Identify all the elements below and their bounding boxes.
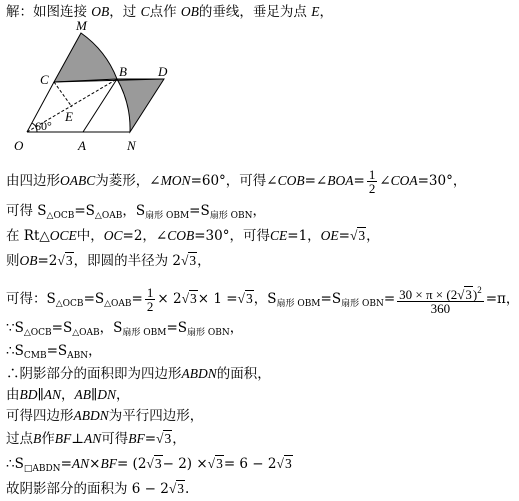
radicand: 3: [245, 291, 253, 306]
text: ，: [252, 203, 266, 219]
subscript: △OCB: [55, 299, 84, 309]
text: =S: [46, 343, 68, 359]
var-OC: OC: [103, 228, 123, 243]
text: =S: [83, 291, 105, 307]
text: .: [185, 481, 190, 497]
var-AN: AN: [43, 387, 62, 402]
radicand: 3: [189, 253, 197, 268]
text: = 6 − 2: [223, 456, 277, 472]
var-COB: COB: [167, 228, 195, 243]
text: ∴S: [6, 456, 24, 472]
radicand: 3: [154, 456, 162, 471]
label-N: N: [127, 138, 136, 153]
var-OB: OB: [19, 253, 38, 268]
angle-label: 60°: [35, 119, 52, 133]
numerator-text: ): [472, 287, 478, 302]
line-12: [6, 455, 293, 478]
text: = (2: [116, 456, 147, 472]
superscript: 2: [477, 285, 482, 295]
fraction-half: [367, 168, 378, 195]
parallel-symbol: ∥: [37, 387, 44, 403]
subscript: △OCB: [23, 328, 52, 338]
line-2: [6, 202, 266, 225]
text: ∠: [379, 173, 391, 189]
subscript: CMB: [23, 351, 47, 361]
text: 则: [6, 253, 20, 269]
var-ABDN: ABDN: [73, 408, 109, 423]
text: ，即圆的半径为 2: [73, 253, 181, 269]
var-E: E: [311, 4, 320, 19]
text: 由: [6, 387, 20, 403]
text: 由四边形: [6, 173, 60, 189]
denominator: 360: [430, 301, 451, 316]
line-10: [6, 407, 203, 425]
var-MON: MON: [160, 173, 191, 188]
text: ，S: [99, 320, 123, 336]
text: ，: [116, 387, 130, 403]
subscript: △OAB: [72, 328, 100, 338]
parallel-symbol: ∥: [91, 387, 98, 403]
var-BF: BF: [54, 431, 72, 446]
text: =π，: [485, 291, 519, 307]
subscript: △OCB: [46, 211, 75, 221]
text: − 2) ×: [162, 456, 208, 472]
line-1: [6, 168, 466, 195]
var-C: C: [140, 4, 150, 19]
text: =30°，可得: [194, 228, 270, 244]
text: × 2: [157, 291, 182, 307]
text: =: [353, 173, 365, 189]
text: 过点: [6, 431, 33, 447]
subscript: 扇形 OBM: [145, 211, 190, 221]
sqrt: √3: [57, 253, 73, 268]
var-BD: BD: [19, 387, 38, 402]
shaded-sector-region: [54, 33, 117, 82]
sqrt: √3: [237, 291, 253, 306]
text: ，: [88, 343, 102, 359]
text: ，: [61, 387, 75, 403]
line-11: [6, 430, 186, 448]
denominator: 2: [146, 299, 154, 314]
text: 可得四边形: [6, 408, 74, 424]
numerator-text: 30 × π × (2: [399, 287, 458, 302]
radicand: 3: [358, 228, 366, 243]
var-OCE: OCE: [49, 228, 77, 243]
radicand: 3: [465, 287, 472, 302]
label-E: E: [65, 109, 73, 124]
geometry-figure: [0, 0, 220, 158]
subscript: 扇形 OBM: [276, 299, 321, 309]
subscript: △OAB: [94, 211, 123, 221]
subscript: ABN: [67, 351, 89, 361]
text: ∵S: [6, 320, 24, 336]
subscript: △OAB: [104, 299, 132, 309]
radicand: 3: [284, 456, 292, 471]
subscript: □ABDN: [23, 464, 61, 474]
label-O: O: [14, 138, 24, 153]
label-D: D: [158, 64, 168, 79]
text: =1，: [287, 228, 321, 244]
text: ∴S: [6, 343, 24, 359]
label-C: C: [40, 72, 49, 87]
intro-solve: 解：: [6, 4, 33, 20]
var-BOA: BOA: [327, 173, 354, 188]
radicand: 3: [189, 291, 197, 306]
times-symbol: ×: [89, 456, 101, 472]
text: ，S: [122, 203, 146, 219]
text: ，: [229, 320, 244, 336]
var-BF: BF: [100, 456, 117, 471]
radicand: 3: [177, 481, 185, 496]
text: ，: [197, 253, 211, 269]
text: ，S: [253, 291, 277, 307]
sqrt: √3: [457, 287, 472, 302]
fraction-half: [145, 286, 156, 313]
shaded-parallelogram-region: [117, 79, 164, 132]
var-DN: DN: [97, 387, 117, 402]
text: × 1 =: [197, 291, 238, 307]
text: 中，: [76, 228, 104, 244]
text: 在 Rt△: [6, 228, 50, 244]
text: ，: [172, 431, 186, 447]
subscript: 扇形 OBM: [122, 328, 167, 338]
var-OE: OE: [320, 228, 339, 243]
sqrt: √3: [180, 253, 197, 268]
text: =∠: [304, 173, 328, 189]
numerator: 1: [368, 167, 376, 182]
text: 可得：S: [6, 291, 56, 307]
text: 的面积，: [216, 366, 271, 382]
intro-text: 的垂线，垂足为点: [198, 4, 307, 20]
subscript: 扇形 OBN: [209, 211, 253, 221]
radicand: 3: [216, 456, 223, 471]
text: =S: [74, 203, 95, 219]
var-AN: AN: [83, 431, 102, 446]
text: =S: [51, 320, 73, 336]
line-8: [6, 365, 271, 383]
line-3: [6, 227, 380, 245]
var-B: B: [33, 431, 42, 446]
perp-symbol: ⊥: [71, 431, 84, 447]
text: =S: [189, 203, 210, 219]
sqrt: √3: [207, 456, 223, 471]
text: 可得 S: [6, 203, 47, 219]
var-OABC: OABC: [60, 173, 96, 188]
text: 为平行四边形，: [108, 408, 204, 424]
text: =: [383, 291, 396, 307]
denominator: 2: [368, 181, 376, 196]
text: 作: [41, 431, 55, 447]
sqrt: √3: [146, 456, 162, 471]
var-OB: OB: [91, 4, 110, 19]
var-ABDN: ABDN: [181, 366, 217, 381]
line-5: [6, 284, 519, 315]
fraction-sector-area: [397, 284, 484, 315]
line-6: [6, 319, 243, 342]
text: =2，∠: [122, 228, 168, 244]
var-OB: OB: [180, 4, 199, 19]
numerator: [397, 284, 484, 302]
text: =30°，: [417, 173, 467, 189]
intro-text: ，: [319, 4, 333, 20]
text: =60°，可得∠: [190, 173, 278, 189]
var-CE: CE: [270, 228, 288, 243]
segment-CE-dashed: [54, 82, 72, 107]
text: =S: [320, 291, 342, 307]
text: =2: [37, 253, 58, 269]
sqrt: √3: [168, 481, 185, 496]
line-4: [6, 252, 211, 270]
text: ∴阴影部分的面积即为四边形: [6, 366, 182, 382]
text: =: [131, 291, 143, 307]
intro-text: 如图连接: [33, 4, 87, 20]
sqrt: √3: [156, 431, 172, 446]
intro-text: ，过: [109, 4, 137, 20]
radicand: 3: [65, 253, 73, 268]
subscript: 扇形 OBN: [187, 328, 230, 338]
line-9: [6, 386, 130, 404]
var-AB: AB: [74, 387, 92, 402]
intro-text: 点作: [149, 4, 177, 20]
text: 可得: [101, 431, 129, 447]
segment-AB: [83, 79, 117, 132]
numerator: 1: [146, 285, 154, 300]
text: ，: [366, 228, 380, 244]
sqrt: √3: [181, 291, 197, 306]
line-13: [6, 480, 189, 498]
text: =: [144, 431, 157, 447]
text: =: [60, 456, 72, 472]
text: =: [338, 228, 350, 244]
var-AN: AN: [71, 456, 90, 471]
label-M: M: [76, 18, 87, 33]
label-B: B: [119, 64, 127, 79]
radicand: 3: [164, 431, 172, 446]
label-A: A: [78, 138, 86, 153]
text: 为菱形，∠: [95, 173, 161, 189]
sqrt: √3: [276, 456, 292, 471]
var-COA: COA: [390, 173, 418, 188]
text: 故阴影部分的面积为 6 − 2: [6, 481, 169, 497]
text: =S: [166, 320, 188, 336]
line-7: [6, 342, 102, 365]
subscript: 扇形 OBN: [341, 299, 384, 309]
var-BF: BF: [128, 431, 145, 446]
sqrt: √3: [349, 228, 366, 243]
var-COB: COB: [277, 173, 305, 188]
